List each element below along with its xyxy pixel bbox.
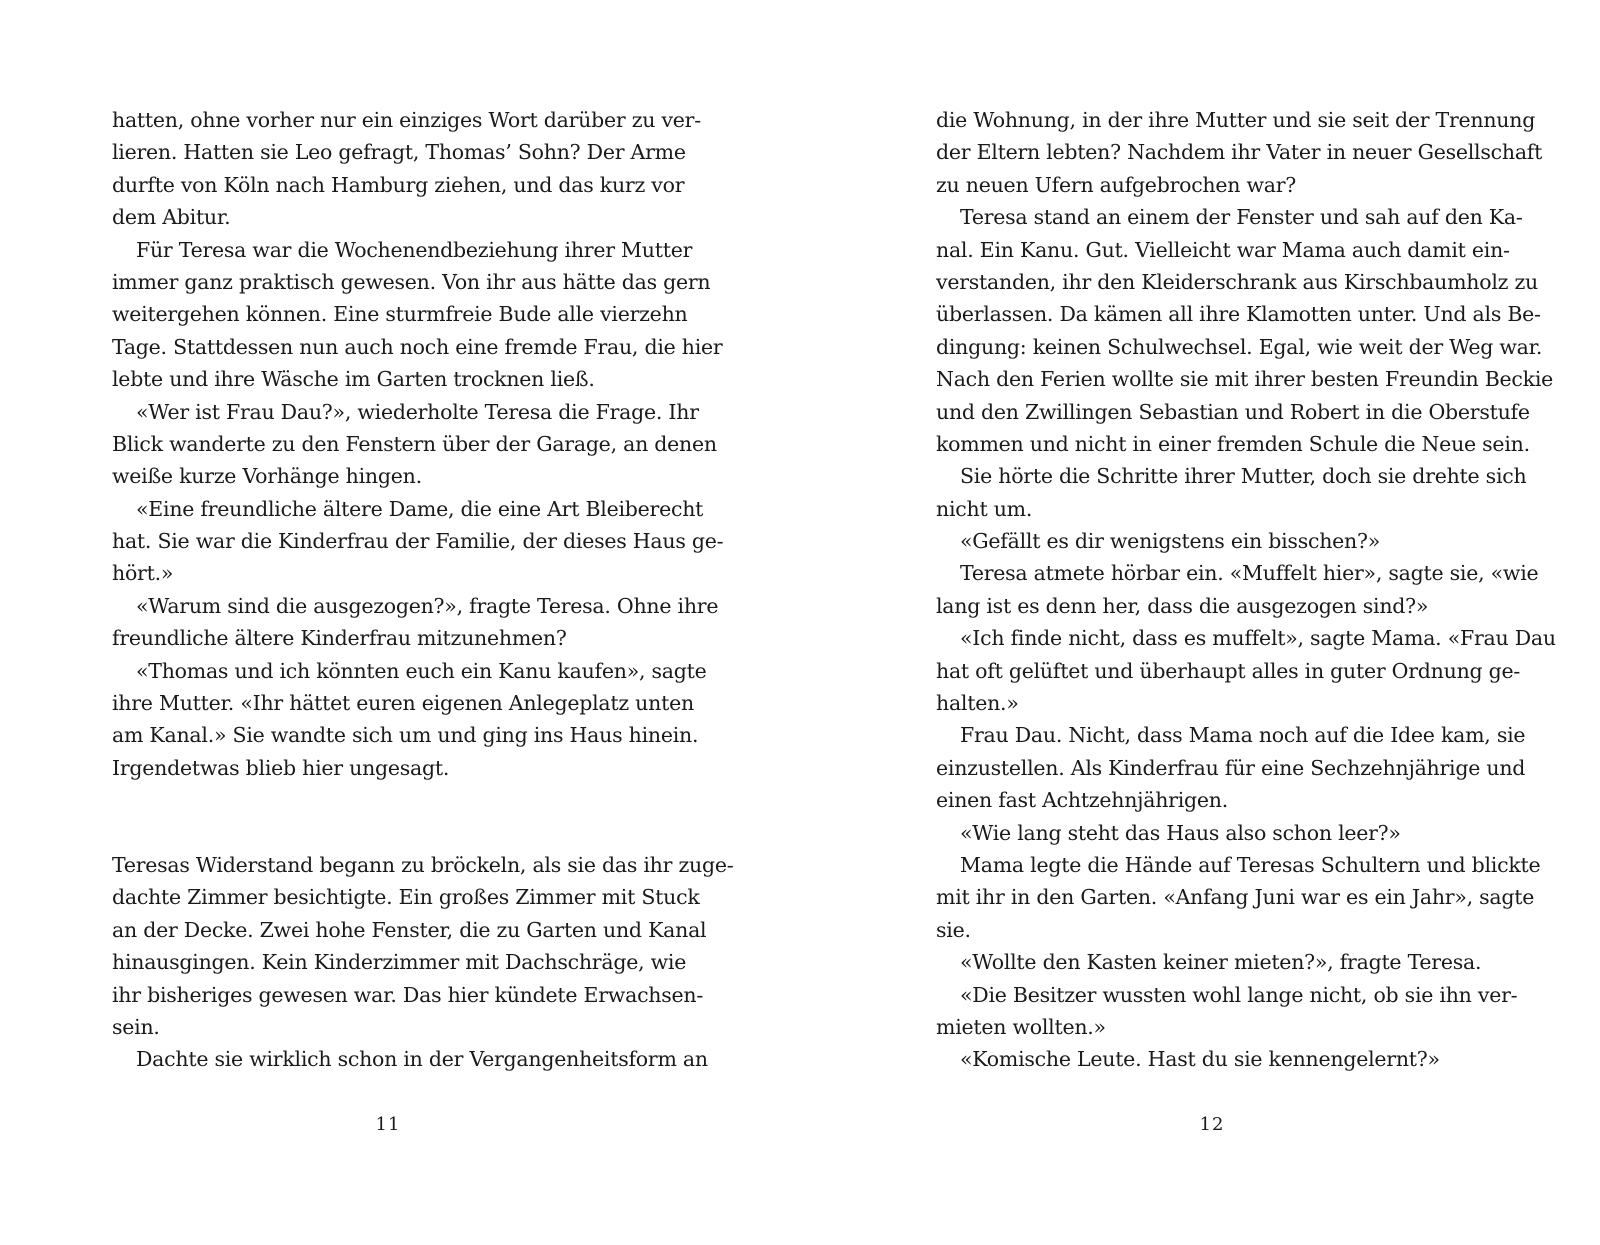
page-number-right: 12	[1199, 1114, 1225, 1135]
text-line: an der Decke. Zwei hohe Fenster, die zu Garten und Kanal	[112, 917, 707, 942]
text-line: sie.	[936, 917, 971, 942]
text-line: sein.	[112, 1014, 160, 1039]
text-line: Für Teresa war die Wochenendbeziehung ihrer Mutter	[136, 237, 693, 262]
text-line: «Wollte den Kasten keiner mieten?», fragte Teresa.	[960, 950, 1482, 975]
text-line: hat. Sie war die Kinderfrau der Familie, der dieses Haus ge-	[112, 529, 724, 554]
text-line: «Eine freundliche ältere Dame, die eine Art Bleiberecht	[136, 496, 704, 521]
text-line: die Wohnung, in der ihre Mutter und sie seit der Trennung	[936, 108, 1536, 132]
text-line: Tage. Stattdessen nun auch noch eine fremde Frau, die hier	[112, 334, 723, 359]
text-line: Blick wanderte zu den Fenstern über der Garage, an denen	[112, 431, 717, 456]
text-line: lebte und ihre Wäsche im Garten trocknen ließ.	[112, 367, 595, 392]
right-page	[936, 104, 1556, 1104]
page-number-left: 11	[375, 1114, 401, 1135]
text-line: halten.»	[936, 691, 1019, 716]
text-line: «Wer ist Frau Dau?», wiederholte Teresa die Frage. Ihr	[136, 399, 699, 424]
text-line: Teresas Widerstand begann zu bröckeln, als sie das ihr zuge-	[112, 853, 734, 877]
text-line: durfte von Köln nach Hamburg ziehen, und das kurz vor	[112, 172, 685, 197]
text-line: am Kanal.» Sie wandte sich um und ging ins Haus hinein.	[112, 723, 699, 748]
text-line: Mama legte die Hände auf Teresas Schultern und blickte	[960, 852, 1541, 877]
text-line: zu neuen Ufern aufgebrochen war?	[936, 172, 1297, 197]
text-line: Teresa atmete hörbar ein. «Muffelt hier», sagte sie, «wie	[960, 561, 1539, 586]
text-line: mit ihr in den Garten. «Anfang Juni war es ein Jahr», sagte	[936, 885, 1535, 910]
text-line: «Warum sind die ausgezogen?», fragte Teresa. Ohne ihre	[136, 593, 719, 618]
text-line: «Wie lang steht das Haus also schon leer?»	[960, 820, 1401, 845]
text-line: dingung: keinen Schulwechsel. Egal, wie weit der Weg war.	[936, 334, 1543, 359]
text-line: weitergehen können. Eine sturmfreie Bude alle vierzehn	[112, 302, 688, 327]
text-line: dem Abitur.	[112, 205, 231, 230]
text-line: einen fast Achtzehnjährigen.	[936, 788, 1229, 813]
text-line: «Komische Leute. Hast du sie kennengelernt?»	[960, 1047, 1440, 1072]
text-line: überlassen. Da kämen all ihre Klamotten unter. Und als Be-	[936, 302, 1541, 327]
text-line: immer ganz praktisch gewesen. Von ihr aus hätte das gern	[112, 269, 711, 294]
text-line: lieren. Hatten sie Leo gefragt, Thomas’ Sohn? Der Arme	[112, 140, 686, 165]
text-line: und den Zwillingen Sebastian und Robert in die Oberstufe	[936, 399, 1530, 424]
text-line: mieten wollten.»	[936, 1014, 1106, 1039]
text-line: nal. Ein Kanu. Gut. Vielleicht war Mama auch damit ein-	[936, 237, 1510, 262]
text-line: «Thomas und ich könnten euch ein Kanu kaufen», sagte	[136, 658, 707, 683]
text-line: dachte Zimmer besichtigte. Ein großes Zimmer mit Stuck	[112, 885, 700, 910]
text-line: hat oft gelüftet und überhaupt alles in guter Ordnung ge-	[936, 658, 1521, 683]
text-line: Nach den Ferien wollte sie mit ihrer besten Freundin Beckie	[936, 367, 1554, 392]
left-page	[112, 104, 734, 1104]
text-line: Frau Dau. Nicht, dass Mama noch auf die Idee kam, sie	[960, 723, 1526, 748]
text-line: «Ich finde nicht, dass es muffelt», sagte Mama. «Frau Dau	[960, 626, 1556, 651]
text-line: Sie hörte die Schritte ihrer Mutter, doch sie drehte sich	[960, 464, 1527, 489]
text-line: einzustellen. Als Kinderfrau für eine Sechzehnjährige und	[936, 755, 1526, 780]
text-line: der Eltern lebten? Nachdem ihr Vater in neuer Gesellschaft	[936, 140, 1543, 165]
text-line: ihre Mutter. «Ihr hättet euren eigenen Anlegeplatz unten	[112, 691, 694, 716]
text-line: «Gefällt es dir wenigstens ein bisschen?»	[960, 529, 1381, 554]
text-line: kommen und nicht in einer fremden Schule die Neue sein.	[936, 431, 1530, 456]
text-line: lang ist es denn her, dass die ausgezogen sind?»	[936, 593, 1429, 618]
text-line: «Die Besitzer wussten wohl lange nicht, ob sie ihn ver-	[960, 982, 1518, 1007]
text-line: hinausgingen. Kein Kinderzimmer mit Dachschräge, wie	[112, 950, 687, 975]
text-line: nicht um.	[936, 496, 1033, 521]
text-line: weiße kurze Vorhänge hingen.	[112, 464, 422, 489]
section-break	[112, 784, 662, 849]
text-line: Teresa stand an einem der Fenster und sah auf den Ka-	[960, 205, 1523, 230]
text-line: Dachte sie wirklich schon in der Vergangenheitsform an	[136, 1047, 708, 1072]
text-line: hatten, ohne vorher nur ein einziges Wort darüber zu ver-	[112, 108, 701, 132]
text-line: freundliche ältere Kinderfrau mitzunehmen?	[112, 626, 567, 651]
text-line: verstanden, ihr den Kleiderschrank aus Kirschbaumholz zu	[936, 269, 1538, 294]
text-line: Irgendetwas blieb hier ungesagt.	[112, 755, 450, 780]
text-line: ihr bisheriges gewesen war. Das hier kündete Erwachsen-	[112, 982, 704, 1007]
text-line: hört.»	[112, 561, 174, 586]
